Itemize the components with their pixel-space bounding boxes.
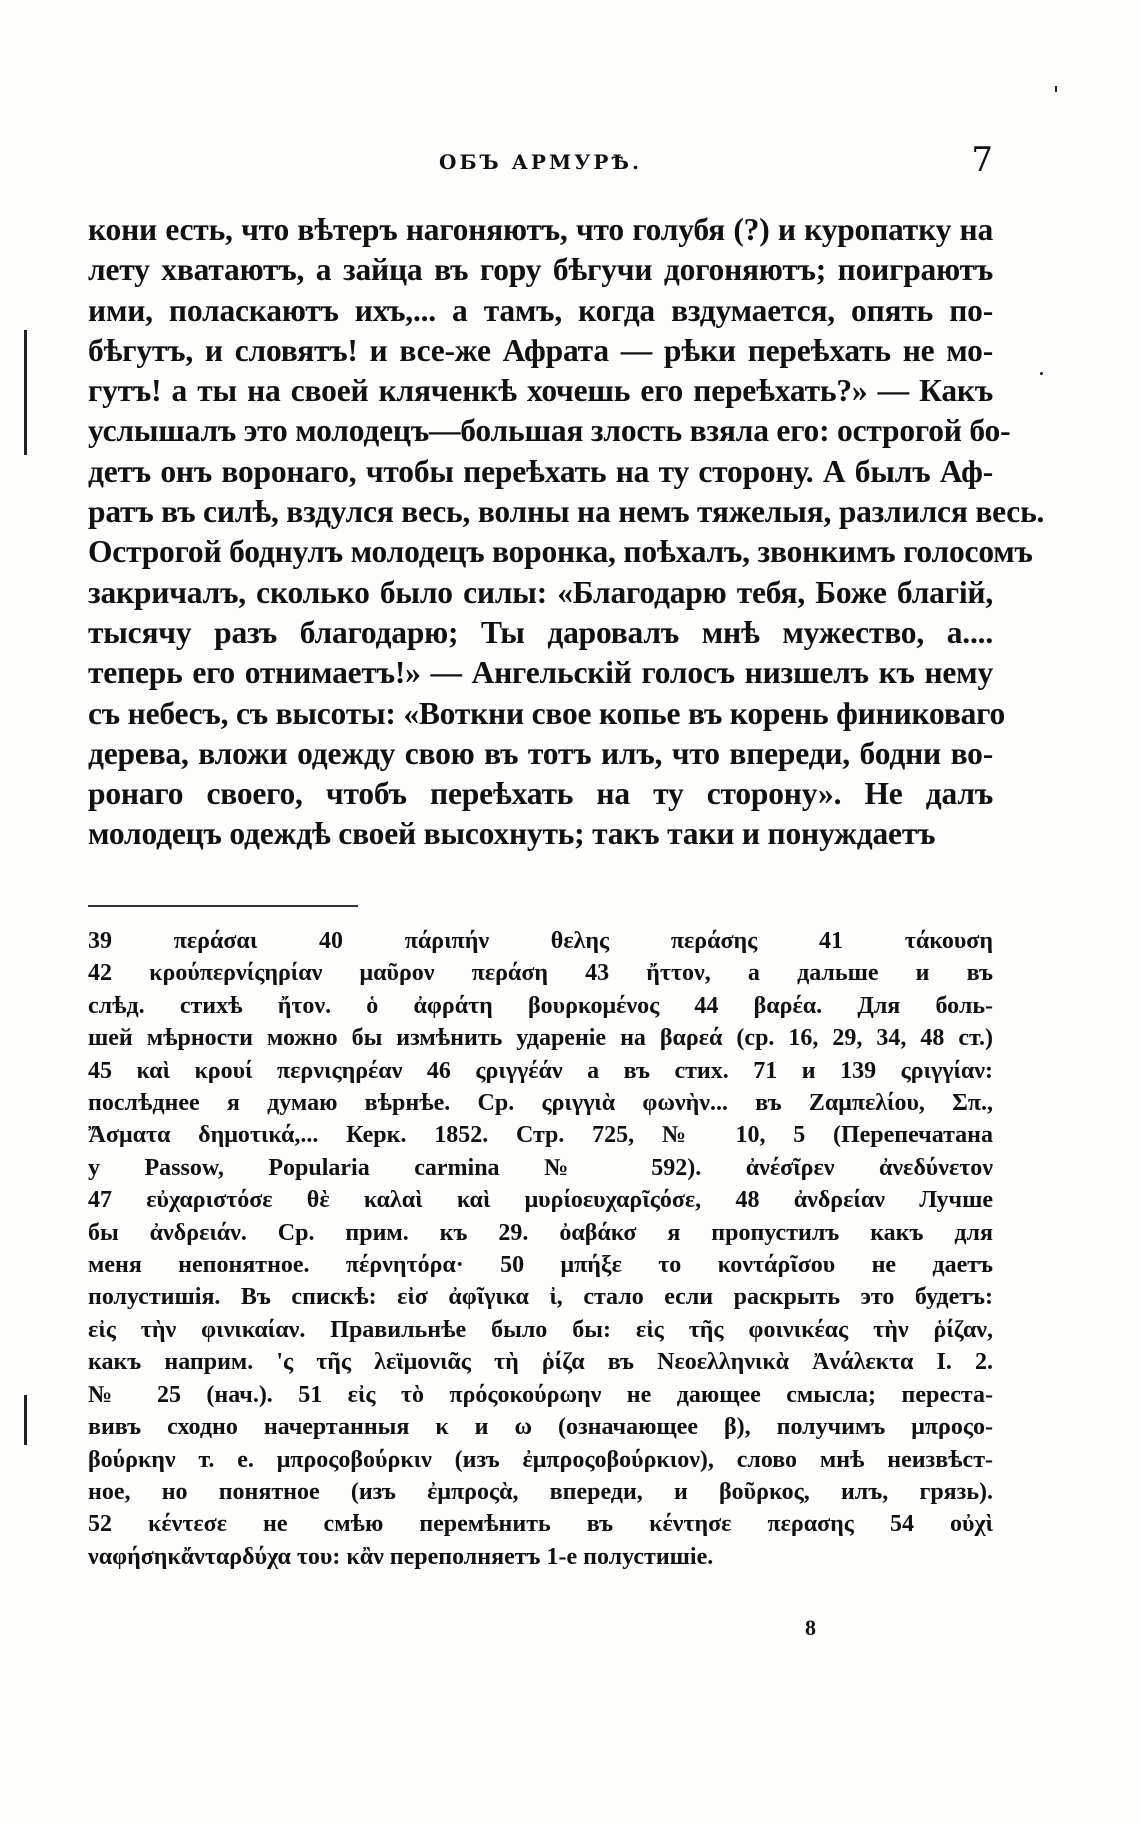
- footnote-line: 39 περάσαι 40 πάριπήν θελης περάσης 41 τάκουση: [88, 928, 993, 954]
- footnote-line: βούρκην т. е. μπροςοβούρκιν (изъ ἐμπροςοβούρκιον), слово мнѣ неизвѣст-: [88, 1446, 993, 1473]
- footnote-line: ное, но понятное (изъ ἐμπροςὰ, впереди, и βοῦρκος, илъ, грязь).: [88, 1478, 993, 1505]
- text-line: лету хватаютъ, а зайца въ гору бѣгучи догоняютъ; поиграютъ: [88, 252, 993, 288]
- footnote-line: 45 καὶ κρουί περνιςηρέαν 46 ςριγγέάν а въ стих. 71 и 139 ςριγγίαν:: [88, 1057, 993, 1084]
- text-line: молодецъ одеждѣ своей высохнуть; такъ таки и понуждаетъ: [88, 816, 936, 852]
- footnote-line: послѣднее я думаю вѣрнѣе. Ср. ςριγγιὰ φωνὴν... въ Ζαμπελίου, Σπ.,: [88, 1090, 993, 1117]
- footnote-line: ναφήσηκἄνταρδύχα του: κἂν переполняетъ 1-е полустишіе.: [88, 1543, 714, 1570]
- speck-mark: [1055, 86, 1057, 92]
- footnote-line: εἰς τὴν φινικαίαν. Правильнѣе было бы: εἰς τῆς φοινικέας τὴν ῥίζαν,: [88, 1316, 993, 1343]
- footnote-line: № 25 (нач.). 51 εἰς τὸ πρόςοκούρωην не дающее смысла; переста-: [88, 1381, 993, 1408]
- text-line: ронаго своего, чтобъ переѣхать на ту сторону». Не далъ: [88, 776, 993, 812]
- margin-mark: [24, 1395, 27, 1445]
- text-line: услышалъ это молодецъ—большая злость взяла его: острогой бо-: [88, 413, 1011, 449]
- footnote-line: 42 κρούπερνίςηρίαν μαῦρον περάση 43 ἤττον, а дальше и въ: [88, 960, 993, 987]
- text-line: дерева, вложи одежду свою въ тотъ илъ, что впереди, бодни во-: [88, 735, 993, 771]
- footnote-line: шей мѣрности можно бы измѣнить удареніе на βαρεά (ср. 16, 29, 34, 48 ст.): [88, 1025, 993, 1052]
- footnote-line: меня непонятное. πέρνητόρα· 50 μπήξε το κοντάρῖσου не даетъ: [88, 1252, 993, 1279]
- text-line: съ небесъ, съ высоты: «Воткни свое копье въ корень финиковаго: [88, 695, 1006, 731]
- footnote-line: слѣд. стихѣ ἤτον. ὁ ἀφράτη βουρκομένος 44 βαρέα. Для боль-: [88, 992, 993, 1019]
- footnote-line: полустишія. Въ спискѣ: εἰσ ἀφῖγικα ἰ, стало если раскрыть это будетъ:: [88, 1284, 993, 1311]
- footnote-line: какъ наприм. 'ς τῆς λεϊμονιᾶς τὴ ῥίζα въ Νεοελληνικὰ Ἀνάλεκτα I. 2.: [88, 1349, 993, 1376]
- text-line: кони есть, что вѣтеръ нагоняютъ, что голубя (?) и куропатку на: [88, 212, 993, 247]
- page-number: 7: [971, 140, 993, 180]
- margin-mark: [24, 330, 27, 455]
- text-line: теперь его отнимаетъ!» — Ангельскій голосъ низшелъ къ нему: [88, 655, 993, 691]
- text-line: ратъ въ силѣ, вздулся весь, волны на немъ тяжелыя, разлился весь.: [88, 494, 1045, 530]
- text-line: детъ онъ воронаго, чтобы переѣхать на ту сторону. А былъ Аф-: [88, 453, 993, 489]
- footnote-line: вивъ сходно начертанныя κ и ω (означающее β), получимъ μπροςο-: [88, 1414, 993, 1441]
- footnotes: [88, 925, 993, 1573]
- speck-mark: [1040, 372, 1043, 375]
- page-header: [88, 140, 993, 190]
- footnote-separator: [88, 905, 358, 907]
- text-line: закричалъ, сколько было силы: «Благодарю тебя, Боже благій,: [88, 574, 993, 610]
- text-line: бѣгутъ, и словятъ! и все-же Афрата — рѣки переѣхать не мо-: [88, 332, 993, 368]
- text-line: ими, поласкаютъ ихъ,... а тамъ, когда вздумается, опять по-: [88, 292, 993, 328]
- text-line: Острогой боднулъ молодецъ воронка, поѣхалъ, звонкимъ голосомъ: [88, 534, 1033, 570]
- text-line: тысячу разъ благодарю; Ты даровалъ мнѣ мужество, а....: [88, 614, 993, 650]
- running-head: ОБЪ АРМУРѢ.: [439, 150, 642, 174]
- signature-mark: 8: [805, 1615, 816, 1640]
- footnote-line: Ἄσματα δημοτικά,... Керк. 1852. Стр. 725, № 10, 5 (Перепечатана: [88, 1122, 993, 1149]
- footnote-line: 47 εὐχαριστόσε θὲ καλαὶ καὶ μυρίοευχαρῖςόσε, 48 ἀνδρείαν Лучше: [88, 1187, 993, 1214]
- main-text: [88, 210, 1045, 855]
- footnote-line: 52 κέντεσε не смѣю перемѣнить въ κέντησε περασης 54 οὐχὶ: [88, 1511, 993, 1538]
- text-line: гутъ! а ты на своей кляченкѣ хочешь его переѣхать?» — Какъ: [88, 373, 993, 409]
- footnote-line: у Passow, Popularia carmina № 592). ἀνέσῖρεν ἀνεδύνετον: [88, 1154, 993, 1181]
- footnote-line: бы ἀνδρειάν. Ср. прим. къ 29. ὀαβάκσ я пропустилъ какъ для: [88, 1219, 993, 1246]
